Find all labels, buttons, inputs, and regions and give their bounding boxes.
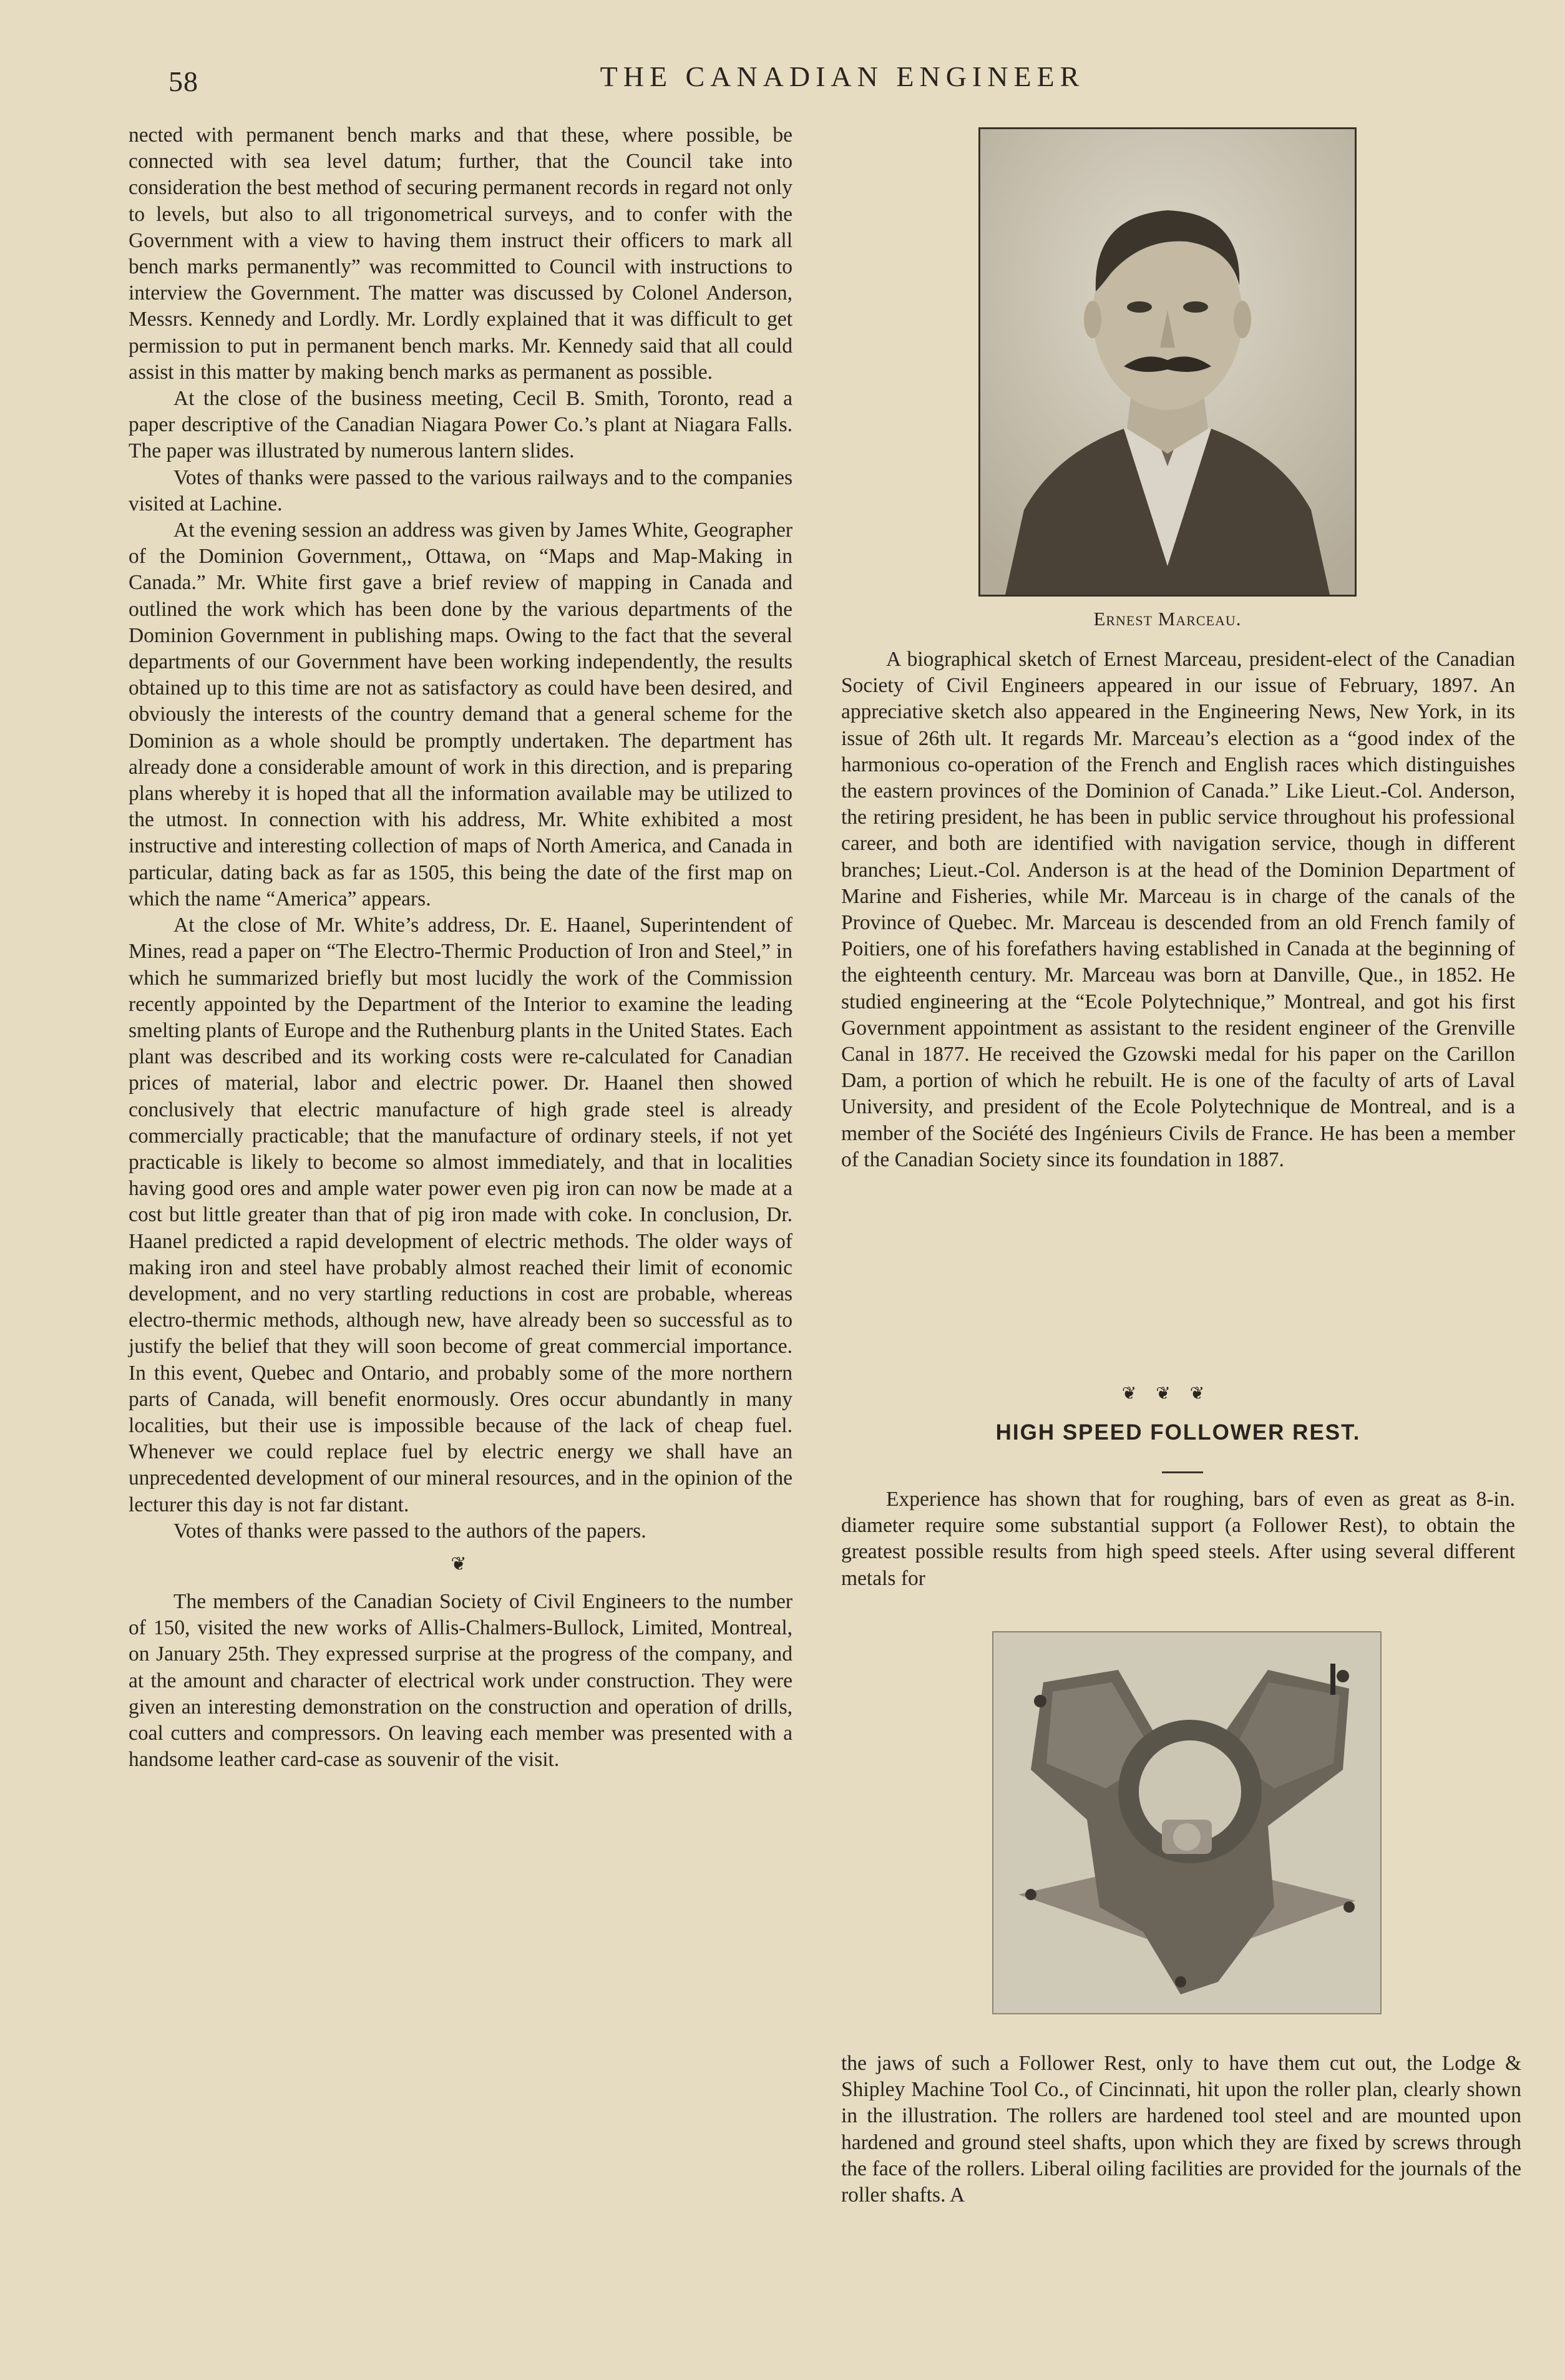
portrait-caption: Ernest Marceau. [1093,608,1242,630]
section-ornament: ❦ ❦ ❦ [1121,1384,1212,1403]
article-heading: HIGH SPEED FOLLOWER REST. [995,1420,1361,1445]
paragraph-electro-thermic: At the close of Mr. White’s address, Dr. E. Haanel, Superintendent of Mines, read a paper on “The Electro-Thermic Production of Iron and Steel,” in which he summarized briefly but most lucidly the work of the Commission recently appointed by the Department of the Interior to examine the leading smelting plants of Europe and the Ruthenburg plants in the United States. Each plant was described and its working costs were re-calculated for Canadian prices of material, labor and electric power. Dr. Haanel then showed conclusively that electric manufacture of high grade steel is already commercially practicable; that the manufacture of ordinary steels, if not yet practicable is likely to become so almost immediately, and that in localities having good ores and ample water power even pig iron can now be made at a cost but little greater than that of pig iron made with coke. In conclusion, Dr. Haanel predicted a rapid development of electric methods. The older ways of making iron and steel have probably almost reached their limit of economic development, and no very startling reductions in cost are probable, whereas electro-thermic methods, although new, have already been so successful as to justify the belief that they will soon become of great commercial importance. In this event, Quebec and Ontario, and probably some of the more northern parts of Canada, will benefit enormously. Ores occur abundantly in many localities, but their use is impossible because of the lack of cheap fuel. Whenever we could replace fuel by electric energy we shall have an unprecedented development of our mineral resources, and in the opinion of the lecturer this day is not far distant. [129,914,792,1516]
paragraph-maps-address: At the evening session an address was given by James White, Geographer of the Dominion Government,, Ottawa, on “Maps and Map-Making in Canada.” Mr. White first gave a brief review of mapping in Canada and outlined the work which has been done by the various departments of the Dominion Government in publishing maps. Owing to the fact that the several departments of our Government have been working independently, the results obtained up to this time are not as satisfactory as could have been desired, and obviously the interests of the country demand that a general scheme for the Dominion as a whole should be promptly undertaken. The department has already done a considerable amount of work in this direction, and is preparing plans whereby it is hoped that all the information available may be utilized to the utmost. In connection with his address, Mr. White exhibited a most instructive and interesting collection of maps of North America, and Canada in particular, dating back as far as 1505, this being the date of the first map on which the name “America” appears. [129,519,792,910]
left-column [129,122,792,1773]
right-column-article-intro [841,1486,1515,1592]
page-number: 58 [168,66,198,97]
paragraph-marceau-biography: A biographical sketch of Ernest Marceau, president-elect of the Canadian Society of Civil Engineers appeared in our issue of February, 1897. An appreciative sketch also appeared in the Engineering News, New York, in its issue of 26th ult. It regards Mr. Marceau’s election as a “good index of the harmonious co-operation of the French and English races which distinguishes the eastern provinces of the Dominion of Canada.” Like Lieut.-Col. Anderson, the retiring president, he has been in public service throughout his professional career, and both are identified with navigation service, though in different branches; Lieut.-Col. Anderson is at the head of the Dominion Department of Marine and Fisheries, while Mr. Marceau is in charge of the canals of the Province of Quebec. Mr. Marceau is descended from an old French family of Poitiers, one of his forefathers having established in Canada at the beginning of the eighteenth century. Mr. Marceau was born at Danville, Que., in 1852. He studied engineering at the “Ecole Polytechnique,” Montreal, and got his first Government appointment as assistant to the resident engineer of the Grenville Canal in 1877. He received the Gzowski medal for his paper on the Carillon Dam, a portion of which he rebuilt. He is one of the faculty of arts of Laval University, and president of the Ecole Polytechnique de Montreal, and is a member of the Société des Ingénieurs Civils de France. He has been a member of the Canadian Society since its foundation in 1887. [841,648,1515,1171]
paragraph-bench-marks: nected with permanent bench marks and that these, where possible, be connected with sea level datum; further, that the Council take into consideration the best method of securing permanent records in regard not only to levels, but also to all trigonometrical surveys, and to confer with the Government with a view to having them instruct their officers to mark all bench marks permanently” was recommitted to Council with instructions to interview the Government. The matter was discussed by Colonel Anderson, Messrs. Kennedy and Lordly. Mr. Lordly explained that it was difficult to get permission to put in permanent bench marks. Mr. Kennedy said that all could assist in this matter by making bench marks as permanent as possible. [129,124,792,384]
portrait-engraving [980,129,1355,595]
paragraph-follower-rest-intro: Experience has shown that for roughing, bars of even as great as 8-in. diameter require some substantial support (a Follower Rest), to obtain the greatest possible results from high speed steels. After using several different metals for [841,1488,1515,1590]
paragraph-niagara-paper: At the close of the business meeting, Cecil B. Smith, Toronto, read a paper descriptive of the Canadian Niagara Power Co.’s plant at Niagara Falls. The paper was illustrated by numerous lantern slides. [129,387,792,463]
paragraph-follower-rest-continued: the jaws of such a Follower Rest, only to have them cut out, the Lodge & Shipley Machine Tool Co., of Cincinnati, hit upon the roller plan, clearly shown in the illustration. The rollers are hardened tool steel and are mounted upon hardened and ground steel shafts, upon which they are fixed by screws through the face of the rollers. Liberal oiling facilities are provided for the journals of the roller shafts. A [841,2052,1521,2207]
paragraph-votes-papers: Votes of thanks were passed to the authors of the papers. [173,1519,646,1543]
follower-rest-photo [992,1631,1382,2014]
paragraph-votes-railways: Votes of thanks were passed to the various railways and to the companies visited at Lachine. [129,466,792,515]
right-column-article-continued [841,2051,1521,2208]
heading-rule [1162,1471,1203,1473]
section-separator: ❦ [451,1553,470,1574]
right-column-biography [841,646,1515,1173]
portrait-photo [978,127,1357,597]
running-head: THE CANADIAN ENGINEER [600,61,1085,92]
paragraph-allis-chalmers: The members of the Canadian Society of Civil Engineers to the number of 150, visited the new works of Allis-Chalmers-Bullock, Limited, Montreal, on January 25th. They expressed surprise at the progress of the company, and at the amount and character of electrical work under construction. They were given an interesting demonstration on the construction and operation of drills, coal cutters and compressors. On leaving each member was presented with a handsome leather card-case as souvenir of the visit. [129,1589,792,1772]
follower-rest-illustration [993,1632,1380,2013]
